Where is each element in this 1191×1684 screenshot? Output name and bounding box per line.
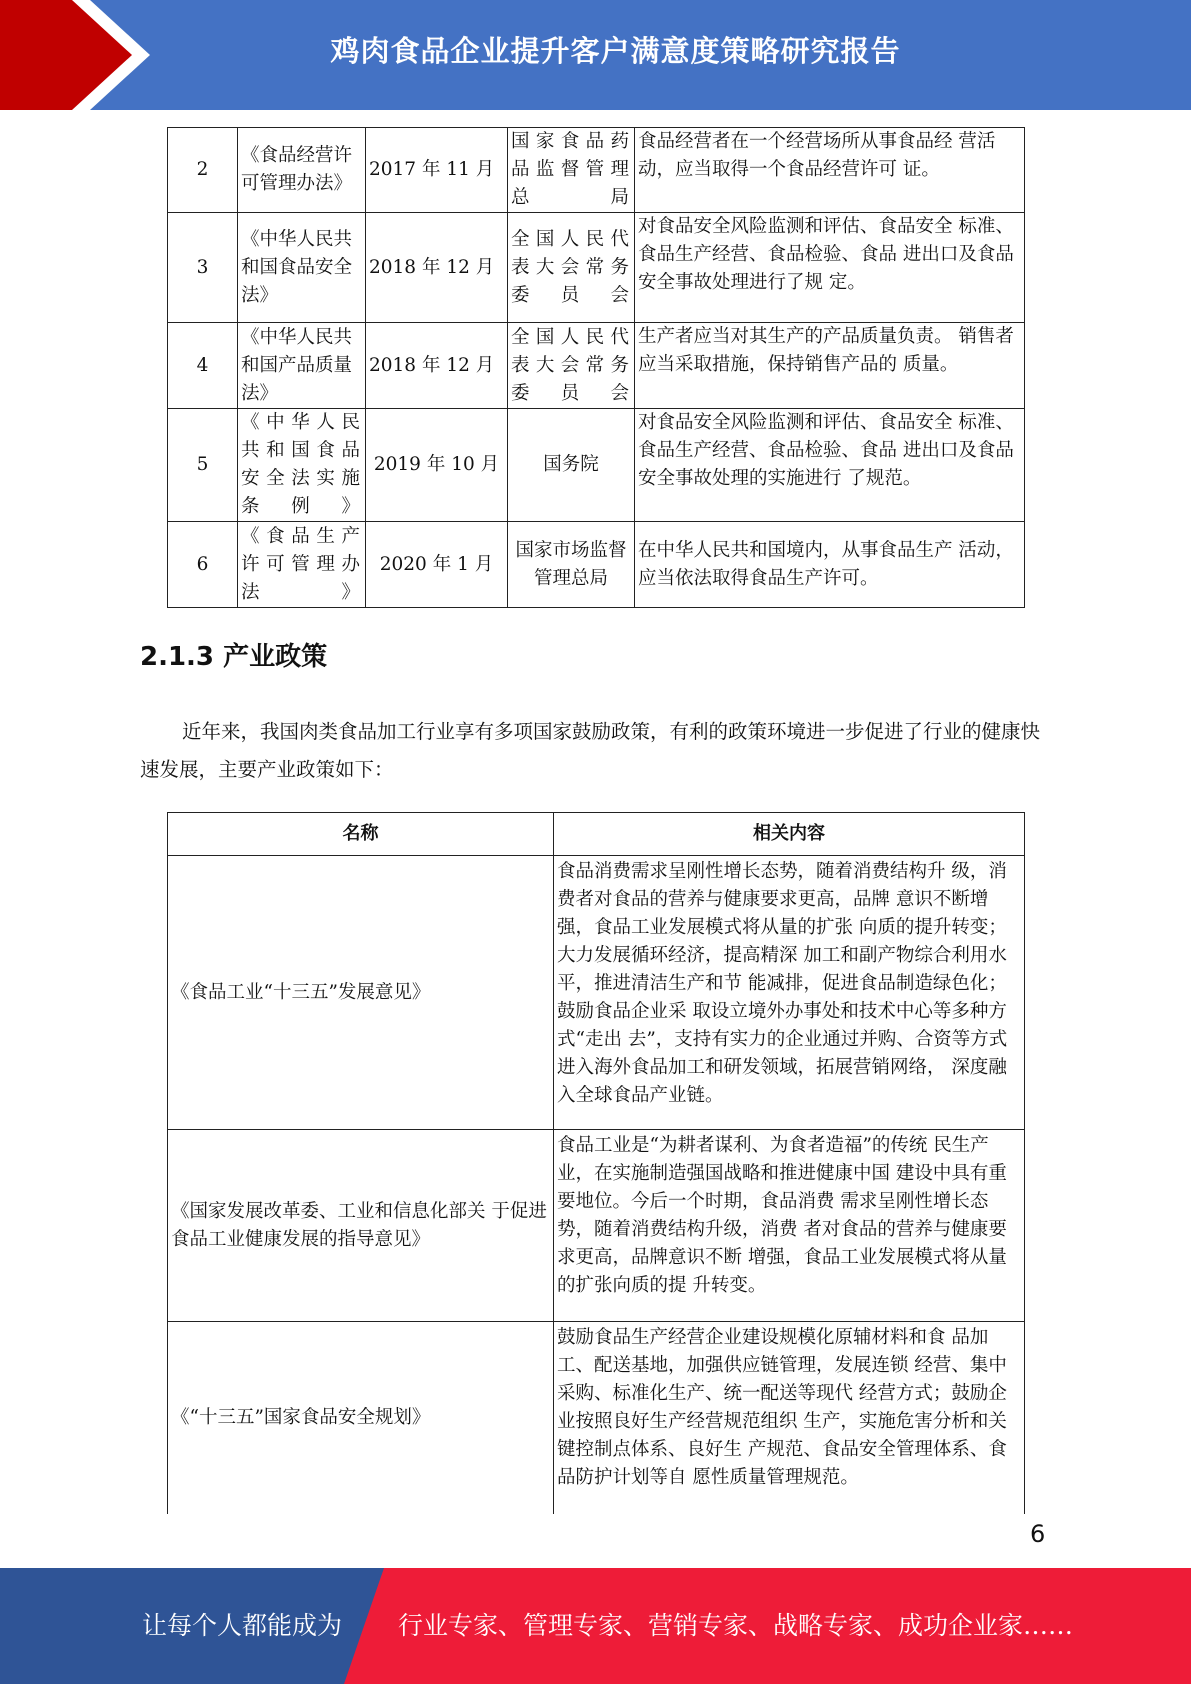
table-row — [168, 1130, 1025, 1322]
policy-content: 食品工业是“为耕者谋利、为食者造福”的传统 民生产业，在实施制造强国战略和推进健康中国 建设中具有重要地位。今后一个时期，食品消费 需求呈刚性增长态势，随着消费结构升级，消费 者对食品的营养与健康要求更高，品牌意识不断 增强，食品工业发展模式将从量的扩张向质的提 升转变。 — [554, 1130, 1025, 1322]
law-name: 《食品经营许可管理办法》 — [238, 128, 366, 213]
table-row — [168, 323, 1025, 409]
row-number: 4 — [168, 323, 238, 409]
issuer: 国家食品药品监督管理总局 — [508, 128, 635, 213]
law-name: 《中华人民共和国产品质量法》 — [238, 323, 366, 409]
table-row — [168, 1322, 1025, 1514]
issue-date: 2018 年 12 月 — [366, 213, 508, 323]
issuer: 全国人民代表大会常务委员会 — [508, 323, 635, 409]
row-number: 5 — [168, 409, 238, 522]
footer-slogan-left: 让每个人都能成为 — [142, 1611, 343, 1640]
table-row — [168, 522, 1025, 608]
section-heading: 2.1.3 产业政策 — [140, 642, 328, 672]
table-header-row — [168, 813, 1025, 856]
law-content: 在中华人民共和国境内，从事食品生产 活动，应当依法取得食品生产许可。 — [635, 522, 1025, 608]
footer-slogan-right: 行业专家、管理专家、营销专家、战略专家、成功企业家…… — [398, 1611, 1074, 1640]
issuer: 全国人民代表大会常务委员会 — [508, 213, 635, 323]
policy-name: 《“十三五”国家食品安全规划》 — [168, 1322, 554, 1514]
issue-date: 2019 年 10 月 — [366, 409, 508, 522]
policy-name: 《食品工业“十三五”发展意见》 — [168, 856, 554, 1130]
table-row — [168, 213, 1025, 323]
policy-content: 食品消费需求呈刚性增长态势，随着消费结构升 级，消费者对食品的营养与健康要求更高，品牌 意识不断增强，食品工业发展模式将从量的扩张 向质的提升转变；大力发展循环经济，提高精深 加工和副产物综合利用水平，推进清洁生产和节 能减排，促进食品制造绿色化；鼓励食品企业采 取设立境外办事处和技术中心等多种方式“走出 去”，支持有实力的企业通过并购、合资等方式 进入海外食品加工和研发领域，拓展营销网络， 深度融入全球食品产业链。 — [554, 856, 1025, 1130]
law-name: 《中华人民共和国食品安全法实施条例》 — [238, 409, 366, 522]
section-paragraph — [140, 713, 1046, 789]
page-number: 6 — [1030, 1520, 1046, 1548]
issue-date: 2018 年 12 月 — [366, 323, 508, 409]
paragraph-text: 近年来，我国肉类食品加工行业享有多项国家鼓励政策，有利的政策环境进一步促进了行业的健康快速发展，主要产业政策如下： — [140, 720, 1041, 781]
row-number: 3 — [168, 213, 238, 323]
issue-date: 2017 年 11 月 — [366, 128, 508, 213]
law-content: 生产者应当对其生产的产品质量负责。 销售者应当采取措施，保持销售产品的 质量。 — [635, 323, 1025, 409]
row-number: 6 — [168, 522, 238, 608]
table-row — [168, 856, 1025, 1130]
issuer: 国家市场监督管理总局 — [508, 522, 635, 608]
policy-table — [167, 812, 1025, 1514]
column-header-name: 名称 — [168, 813, 554, 856]
law-content: 对食品安全风险监测和评估、食品安全 标准、食品生产经营、食品检验、食品 进出口及食品安全事故处理进行了规 定。 — [635, 213, 1025, 323]
row-number: 2 — [168, 128, 238, 213]
issuer: 国务院 — [508, 409, 635, 522]
page-header — [0, 0, 1191, 110]
law-name: 《中华人民共和国食品安全法》 — [238, 213, 366, 323]
issue-date: 2020 年 1 月 — [366, 522, 508, 608]
policy-content: 鼓励食品生产经营企业建设规模化原辅材料和食 品加工、配送基地，加强供应链管理，发展连锁 经营、集中采购、标准化生产、统一配送等现代 经营方式；鼓励企业按照良好生产经营规范组织 生产，实施危害分析和关键控制点体系、良好生 产规范、食品安全管理体系、食品防护计划等自 愿性质量管理规范。 — [554, 1322, 1025, 1514]
law-name: 《食品生产许可管理办法》 — [238, 522, 366, 608]
law-content: 食品经营者在一个经营场所从事食品经 营活动，应当取得一个食品经营许可 证。 — [635, 128, 1025, 213]
law-content: 对食品安全风险监测和评估、食品安全 标准、食品生产经营、食品检验、食品 进出口及食品安全事故处理的实施进行 了规范。 — [635, 409, 1025, 522]
column-header-content: 相关内容 — [554, 813, 1025, 856]
table-row — [168, 128, 1025, 213]
table-row — [168, 409, 1025, 522]
report-title: 鸡肉食品企业提升客户满意度策略研究报告 — [330, 34, 901, 68]
regulations-table — [167, 127, 1025, 608]
page-footer — [0, 1568, 1191, 1684]
policy-name: 《国家发展改革委、工业和信息化部关 于促进食品工业健康发展的指导意见》 — [168, 1130, 554, 1322]
